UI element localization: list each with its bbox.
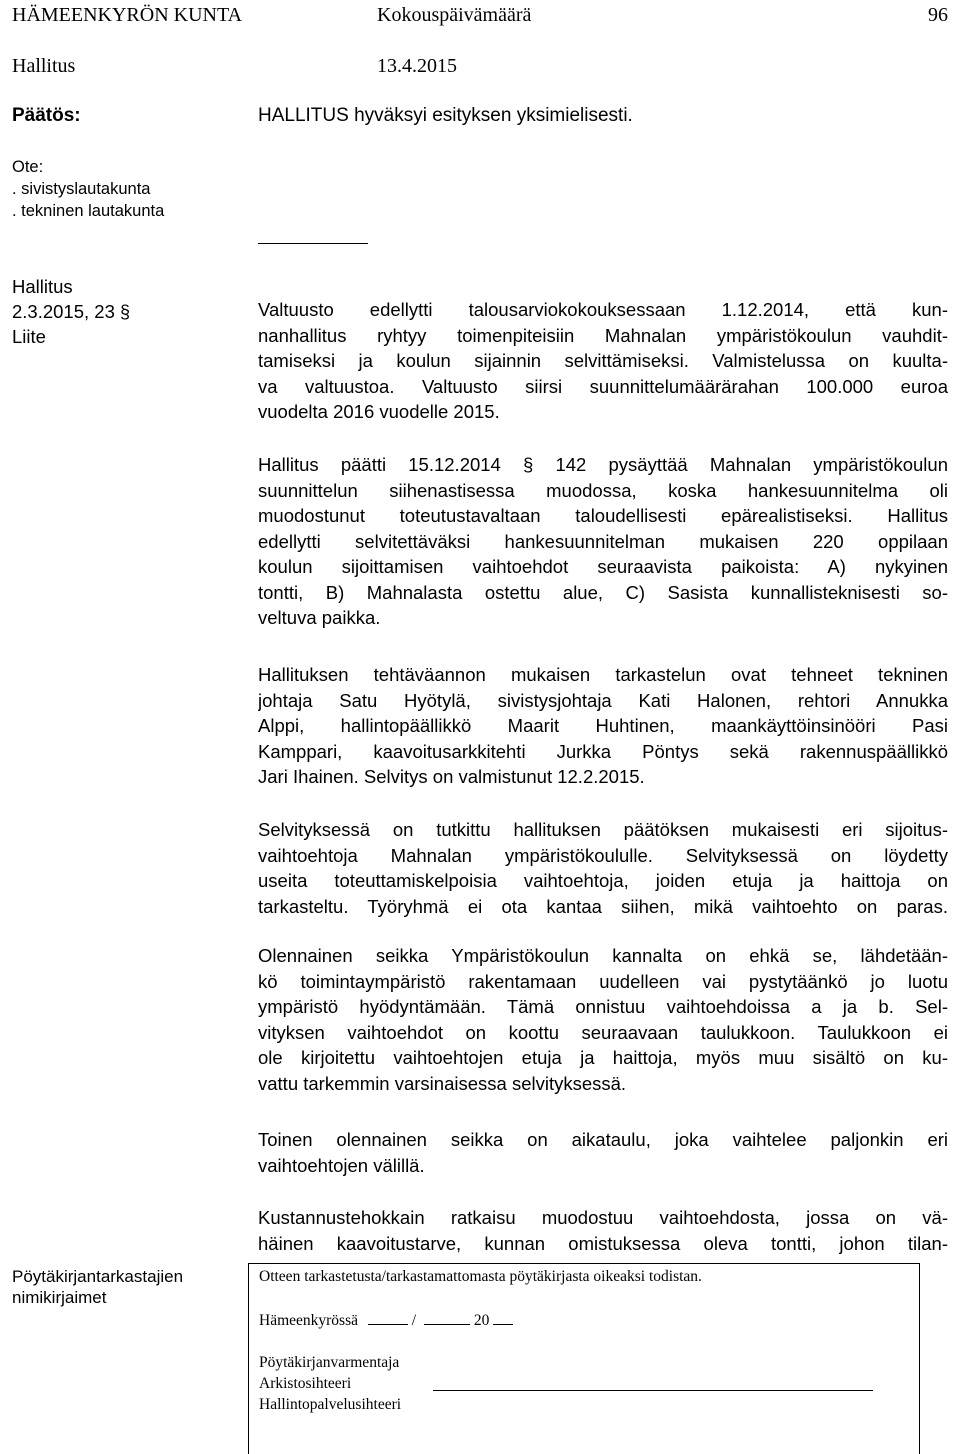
paragraph-1	[258, 297, 948, 425]
paragraph-line: ole kirjoitettu vaihtoehtojen etuja ja haittoja, myös muu sisältö on ku-	[258, 1047, 948, 1068]
paragraph-7	[258, 1205, 948, 1256]
place-name: Hämeenkyrössä	[259, 1312, 358, 1329]
paragraph-line: Hallituksen tehtäväannon mukaisen tarkastelun ovat tehneet tekninen	[258, 664, 948, 685]
paragraph-5	[258, 943, 948, 1096]
paragraph-line: va valtuustoa. Valtuusto siirsi suunnittelumäärärahan 100.000 euroa	[258, 375, 948, 397]
paragraph-line: Hallitus päätti 15.12.2014 § 142 pysäyttää Mahnalan ympäristökoulun	[258, 454, 948, 475]
paragraph-line: johtaja Satu Hyötylä, sivistysjohtaja Kati Halonen, rehtori Annukka	[258, 689, 948, 711]
paragraph-line: tontti, B) Mahnalasta ostettu alue, C) Sasista kunnallisteknisesti so-	[258, 581, 948, 603]
paragraph-line: suunnittelun siihenastisessa muodossa, koska hankesuunnitelma oli	[258, 479, 948, 501]
paragraph-line: vuodelta 2016 vuodelle 2015.	[258, 401, 500, 422]
paragraph-line: Alppi, hallintopäällikkö Maarit Huhtinen, maankäyttöinsinööri Pasi	[258, 715, 948, 736]
extract-recipient-2: . tekninen lautakunta	[12, 202, 165, 220]
paragraph-6	[258, 1127, 948, 1178]
paragraph-line: veltuva paikka.	[258, 607, 381, 628]
paragraph-line: Toinen olennainen seikka on aikataulu, joka vaihtelee paljonkin eri	[258, 1129, 948, 1150]
page-number: 96	[928, 4, 948, 26]
date-slash: /	[411, 1312, 417, 1329]
place-date-line	[259, 1310, 513, 1330]
extract-recipient-1: . sivistyslautakunta	[12, 180, 151, 198]
role-archive-secretary: Arkistosihteeri	[259, 1375, 352, 1392]
paragraph-line: muodostunut toteutustavaltaan taloudellisesti epärealistiseksi. Hallitus	[258, 505, 948, 526]
paragraph-line: Valtuusto edellytti talousarviokokouksessaan 1.12.2014, että kun-	[258, 299, 948, 320]
paragraph-2	[258, 452, 948, 631]
decision-label: Päätös:	[12, 105, 81, 126]
paragraph-line: edellytti selvitettäväksi hankesuunnitelman mukaisen 220 oppilaan	[258, 530, 948, 552]
paragraph-4	[258, 817, 948, 919]
reviewers-label-line1: Pöytäkirjantarkastajien	[12, 1267, 184, 1286]
paragraph-line: häinen kaavoitustarve, kunnan omistuksessa oleva tontti, johon tilan-	[258, 1232, 948, 1254]
item-ref-line	[12, 299, 130, 325]
paragraph-line: Jari Ihainen. Selvitys on valmistunut 12.2.2015.	[258, 766, 645, 787]
item-ref-number: 2.3.2015, 23	[12, 301, 115, 322]
decision-text: HALLITUS hyväksyi esityksen yksimielisesti.	[258, 105, 633, 126]
footer	[0, 1263, 960, 1453]
meeting-date: 13.4.2015	[377, 55, 457, 77]
paragraph-line: vaihtoehtojen välillä.	[258, 1154, 425, 1176]
paragraph-line: vityksen vaihtoehdot on koottu seuraavaan taulukkoon. Taulukkoon ei	[258, 1021, 948, 1043]
reviewers-label-line2: nimikirjaimet	[12, 1288, 107, 1307]
role-verifier: Pöytäkirjanvarmentaja	[259, 1354, 400, 1371]
paragraph-line: Olennainen seikka Ympäristökoulun kannalta on ehkä se, lähdetään-	[258, 945, 948, 966]
extract-label: Ote:	[12, 158, 44, 176]
separator-line	[258, 243, 368, 244]
municipality-name: HÄMEENKYRÖN KUNTA	[12, 4, 243, 26]
certification-box	[248, 1263, 920, 1454]
item-ref-body: Hallitus	[12, 276, 73, 297]
year-prefix: 20	[473, 1312, 490, 1329]
paragraph-line: Kustannustehokkain ratkaisu muodostuu vaihtoehdosta, jossa on vä-	[258, 1207, 948, 1228]
paragraph-line: useita toteuttamiskelpoisia vaihtoehtoja, joiden etuja ja haittoja on	[258, 870, 948, 891]
reviewers-initials-label	[12, 1266, 183, 1308]
role-admin-secretary: Hallintopalvelusihteeri	[259, 1396, 402, 1413]
paragraph-line: nanhallitus ryhtyy toimenpiteisiin Mahnalan ympäristökoulun vauhdit-	[258, 324, 948, 346]
paragraph-line: tarkasteltu. Työryhmä ei ota kantaa siihen, mikä vaihtoehto on paras.	[258, 895, 948, 917]
paragraph-3	[258, 662, 948, 790]
attachment-label: Liite	[12, 326, 46, 347]
paragraph-line: Selvityksessä on tutkittu hallituksen päätöksen mukaisesti eri sijoitus-	[258, 819, 948, 840]
body-name: Hallitus	[12, 55, 76, 77]
paragraph-line: koulun sijoittamisen vaihtoehdot seuraavista paikoista: A) nykyinen	[258, 556, 948, 577]
certification-text: Otteen tarkastetusta/tarkastamattomasta pöytäkirjasta oikeaksi todistan.	[259, 1268, 702, 1285]
paragraph-line: kö toimintaympäristö rakentamaan uudelleen vai pystytäänkö jo luotu	[258, 970, 948, 992]
day-blank[interactable]	[368, 1310, 408, 1325]
date-label: Kokouspäivämäärä	[377, 4, 532, 26]
section-mark: §	[120, 302, 131, 322]
paragraph-line: ympäristö hyödyntämään. Tämä onnistuu vaihtoehdoissa a ja b. Sel-	[258, 996, 948, 1017]
year-blank[interactable]	[493, 1310, 513, 1325]
paragraph-line: vattu tarkemmin varsinaisessa selvityksessä.	[258, 1072, 627, 1094]
paragraph-line: vaihtoehtoja Mahnalan ympäristökoululle. Selvityksessä on löydetty	[258, 844, 948, 866]
month-blank[interactable]	[424, 1310, 470, 1325]
paragraph-line: Kamppari, kaavoitusarkkitehti Jurkka Pöntys sekä rakennuspäällikkö	[258, 740, 948, 762]
signature-line[interactable]	[433, 1390, 873, 1391]
paragraph-line: tamiseksi ja koulun sijainnin selvittämiseksi. Valmistelussa on kuulta-	[258, 350, 948, 371]
